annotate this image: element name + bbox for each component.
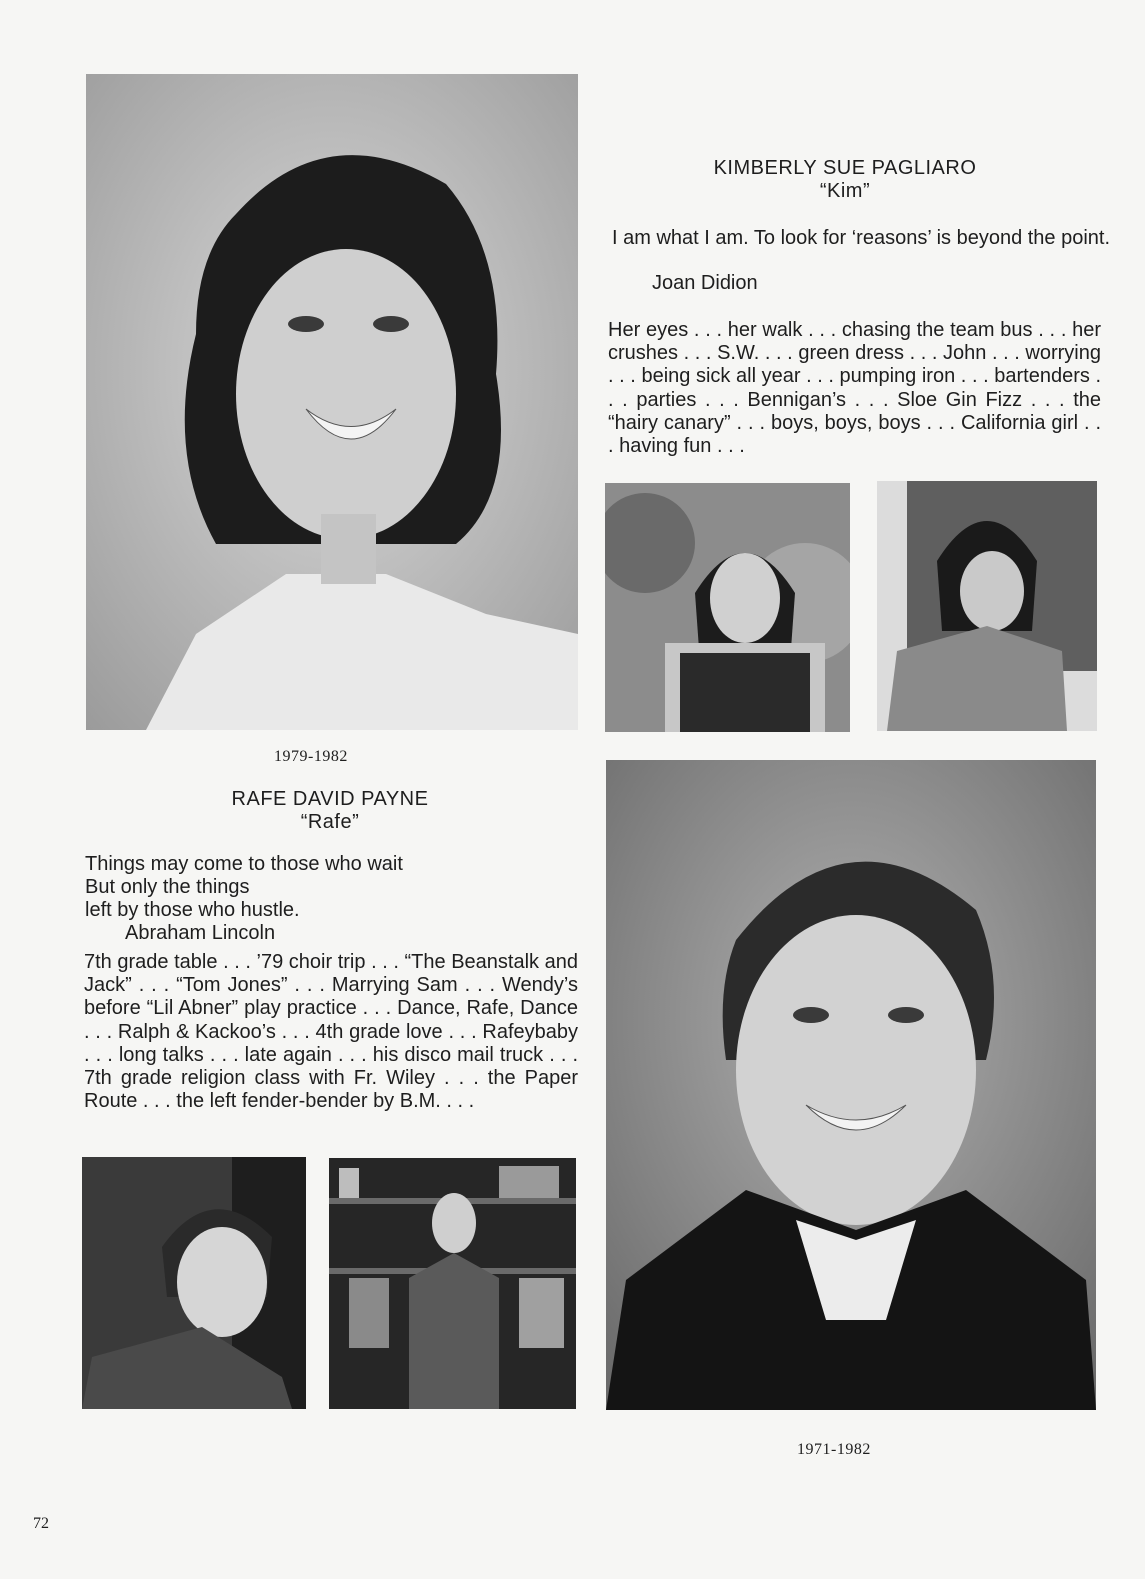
rafe-nickname: “Rafe” bbox=[300, 811, 360, 833]
kim-memories: Her eyes . . . her walk . . . chasing the team bus . . . her crushes . . . S.W. . . . green dress . . . John . . . worrying . . . being sick all year . . . pumping iron . . . bartenders . . . parties . . . Bennigan’s . . . Sloe Gin Fizz . . . the “hairy canary” . . . boys, boys, boys . . . California girl . . . having fun . . . bbox=[608, 319, 1101, 458]
rafe-candid-photo bbox=[82, 1157, 306, 1409]
rafe-quote-author: Abraham Lincoln bbox=[125, 922, 276, 944]
rafe-quote: Things may come to those who wait But only the things left by those who hustle. bbox=[85, 853, 403, 921]
kim-nickname: “Kim” bbox=[819, 180, 871, 202]
rafe-memories: 7th grade table . . . ’79 choir trip . . . “The Beanstalk and Jack” . . . “Tom Jones” . . . Marrying Sam . . . Wendy’s before “Lil Abner” play practice . . . Dance, Rafe, Dance . . . Ralph & Kackoo’s . . . 4th grade love . . . Rafeybaby . . . long talks . . . late again . . . his disco mail truck . . . 7th grade religion class with Fr. Wiley . . . the Paper Route . . . the left fender-bender by B.M. . . . bbox=[84, 951, 578, 1113]
rafe-portrait-photo bbox=[606, 760, 1096, 1410]
kim-quote: I am what I am. To look for ‘reasons’ is beyond the point. bbox=[612, 227, 1111, 249]
kim-name: KIMBERLY SUE PAGLIARO bbox=[713, 157, 977, 179]
kim-portrait-photo bbox=[86, 74, 578, 730]
rafe-library-photo bbox=[329, 1158, 576, 1409]
kim-outdoor-photo bbox=[605, 483, 850, 732]
kim-indoor-photo bbox=[877, 481, 1097, 731]
rafe-years: 1971-1982 bbox=[797, 1441, 871, 1458]
kim-quote-author: Joan Didion bbox=[652, 272, 758, 294]
rafe-name: RAFE DAVID PAYNE bbox=[231, 788, 429, 810]
page-number: 72 bbox=[33, 1515, 49, 1532]
kim-years: 1979-1982 bbox=[274, 748, 348, 765]
